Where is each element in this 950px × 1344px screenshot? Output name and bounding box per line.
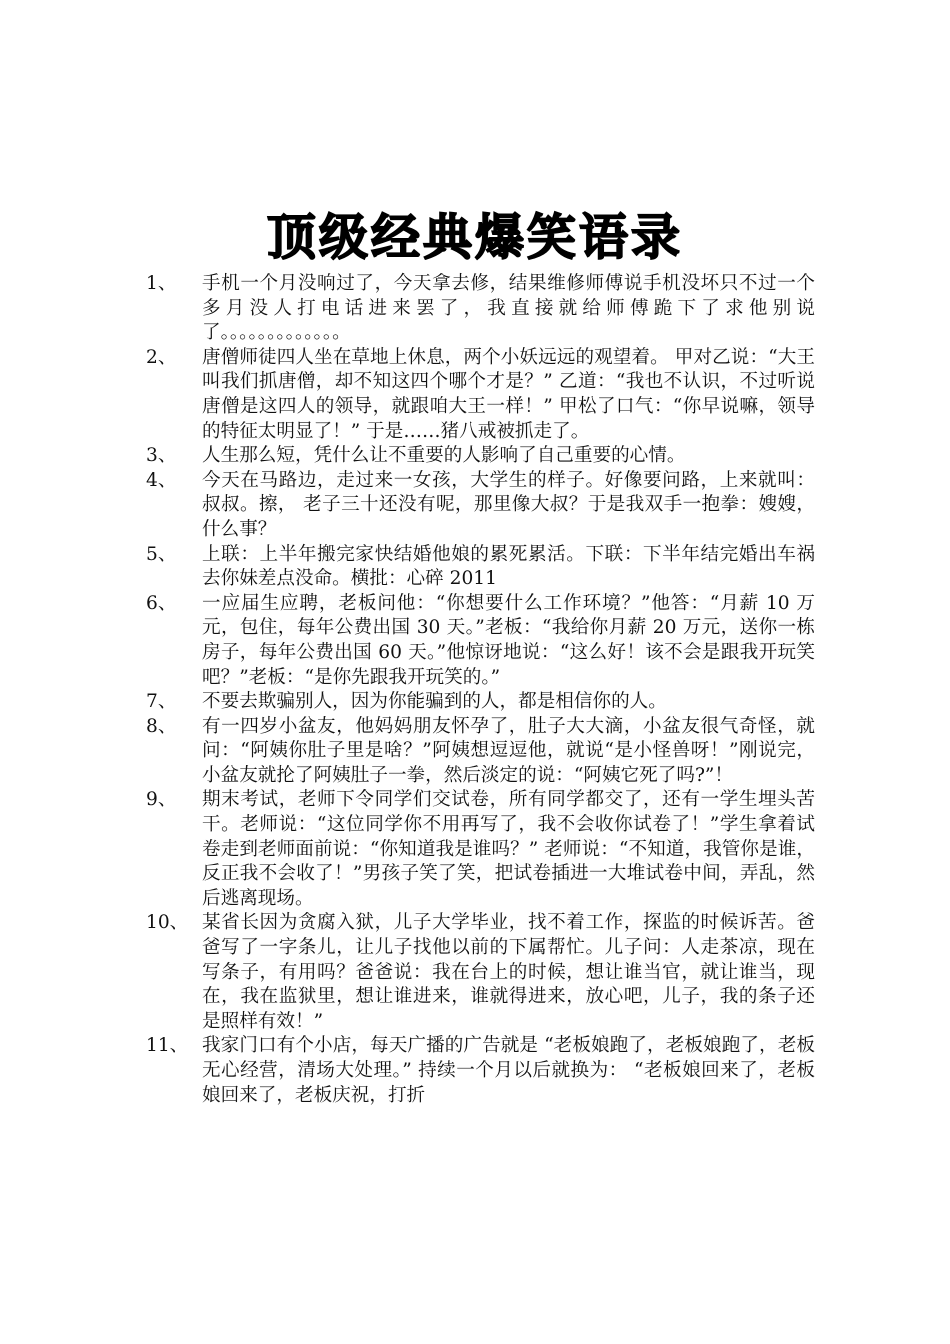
item-text: 期末考试，老师下令同学们交试卷，所有同学都交了，还有一学生埋头苦干。老师说：“这位同学你不用再写了，我不会收你试卷了！”学生拿着试卷走到老师面前说：“你知道我是谁吗？” 老师说：“不知道，我管你是谁，反正我不会收了！”男孩子笑了笑，把试卷插进一大堆试卷中间，弄乱，然后逃离现场。 (202, 789, 815, 909)
list-item (140, 1034, 815, 1108)
list-item (140, 346, 815, 444)
item-number: 5、 (146, 543, 177, 565)
list-item (140, 690, 815, 715)
list-item (140, 444, 815, 469)
list-item (140, 911, 815, 1034)
item-text: 上联：上半年搬完家快结婚他娘的累死累活。下联：下半年结完婚出车祸去你妹差点没命。横批：心碎 2011 (202, 543, 815, 590)
list-item (140, 543, 815, 592)
item-number: 9、 (146, 789, 177, 811)
item-text: 不要去欺骗别人，因为你能骗到的人，都是相信你的人。 (202, 691, 667, 713)
list-item (140, 272, 815, 346)
joke-list (140, 272, 815, 1108)
list-item (140, 788, 815, 911)
item-text: 手机一个月没响过了，今天拿去修，结果维修师傅说手机没坏只不过一个多月没人打电话进来罢了，我直接就给师傅跪下了求他别说了。。。。。。。。。。。。。 (202, 273, 815, 344)
item-number: 3、 (146, 445, 177, 467)
document-title: 顶级经典爆笑语录 (266, 209, 683, 266)
item-number: 2、 (146, 346, 177, 368)
item-text: 今天在马路边，走过来一女孩，大学生的样子。好像要问路，上来就叫：叔叔。擦， 老子三十还没有呢，那里像大叔？于是我双手一抱拳：嫂嫂，什么事？ (202, 469, 815, 540)
item-number: 7、 (146, 691, 177, 713)
item-text: 某省长因为贪腐入狱，儿子大学毕业，找不着工作，探监的时候诉苦。爸爸写了一字条儿，让儿子找他以前的下属帮忙。儿子问：人走茶凉，现在写条子，有用吗？爸爸说：我在台上的时候，想让谁当官，就让谁当，现在，我在监狱里，想让谁进来，谁就得进来，放心吧，儿子，我的条子还是照样有效！” (202, 912, 815, 1032)
item-text: 我家门口有个小店，每天广播的广告就是 “老板娘跑了，老板娘跑了，老板无心经营，清场大处理。” 持续一个月以后就换为： “老板娘回来了，老板娘回来了，老板庆祝，打折 (202, 1035, 815, 1106)
list-item (140, 592, 815, 690)
item-text: 人生那么短，凭什么让不重要的人影响了自己重要的心情。 (202, 445, 686, 467)
item-number: 8、 (146, 715, 177, 737)
item-text: 有一四岁小盆友，他妈妈朋友怀孕了，肚子大大滴，小盆友很气奇怪，就问：“阿姨你肚子里是啥？”阿姨想逗逗他，就说“是小怪兽呀！”刚说完，小盆友就抡了阿姨肚子一拳，然后淡定的说：“阿姨它死了吗?”！ (202, 715, 815, 786)
item-number: 6、 (146, 592, 177, 614)
item-text: 唐僧师徒四人坐在草地上休息，两个小妖远远的观望着。 甲对乙说：“大王叫我们抓唐僧，却不知这四个哪个才是？” 乙道：“我也不认识，不过听说唐僧是这四人的领导，就跟咱大王一样！” 甲松了口气：“你早说嘛，领导的特征太明显了！” 于是……猪八戒被抓走了。 (202, 346, 815, 442)
item-number: 1、 (146, 273, 177, 294)
item-number: 4、 (146, 469, 177, 491)
item-number: 10、 (146, 912, 189, 934)
list-item (140, 469, 815, 543)
list-item (140, 715, 815, 789)
item-number: 11、 (146, 1035, 189, 1057)
item-text: 一应届生应聘，老板问他：“你想要什么工作环境？”他答：“月薪 10 万元，包住，每年公费出国 30 天。”老板：“我给你月薪 20 万元，送你一栋房子，每年公费出国 60 天。”他惊讶地说：“这么好！该不会是跟我开玩笑吧？”老板：“是你先跟我开玩笑的。” (202, 592, 815, 688)
